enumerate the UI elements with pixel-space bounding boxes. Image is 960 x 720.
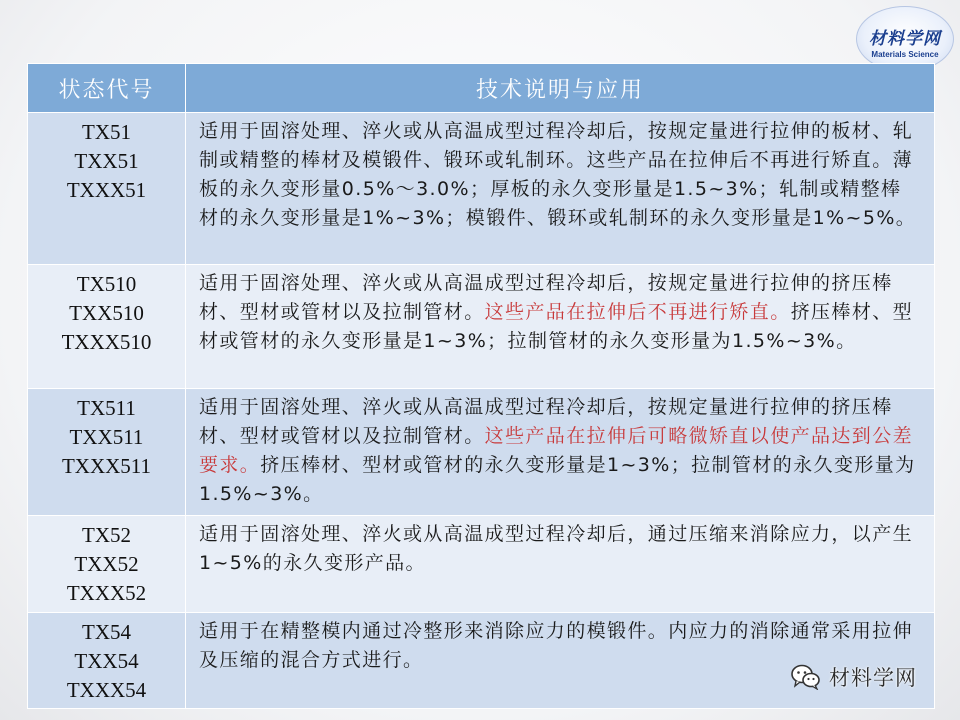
description-text: 适用于固溶处理、淬火或从高温成型过程冷却后，按规定量进行拉伸的挤压棒材、型材或管材以及拉制管材。 [199,272,893,323]
code-line: TXXX52 [66,581,147,605]
description-cell [186,389,935,516]
description-cell [186,113,935,265]
code-line: TX51 [82,120,131,144]
description-text: 适用于固溶处理、淬火或从高温成型过程冷却后，按规定量进行拉伸的挤压棒材、型材或管材以及拉制管材。 [199,396,893,447]
code-line: TXX511 [69,425,144,449]
code-line: TXX52 [74,552,139,576]
description-cell [186,516,935,613]
code-line: TX511 [77,396,136,420]
code-cell [28,113,186,265]
description-text: 适用于固溶处理、淬火或从高温成型过程冷却后，按规定量进行拉伸的板材、轧制或精整的棒材及模锻件、锻环或轧制环。这些产品在拉伸后不再进行矫直。薄板的永久变形量0.5%～3.0%；厚板的永久变形量是1.5~3%；轧制或精整棒材的永久变形量是1%~3%；模锻件、锻环或轧制环的永久变形量是1%~5%。 [199,120,917,229]
code-line: TXX510 [69,301,144,325]
code-line: TXX54 [74,649,139,673]
table-row [28,113,935,265]
logo-chinese-text: 材料学网 [869,29,941,49]
logo-english-text: Materials Science [871,50,939,59]
code-cell [28,516,186,613]
description-text: 挤压棒材、型材或管材的永久变形量是1~3%；拉制管材的永久变形量为1.5%~3%。 [199,454,916,505]
table-header-row [28,64,935,113]
code-cell [28,265,186,389]
code-line: TXXX510 [61,330,152,354]
description-text: 适用于在精整模内通过冷整形来消除应力的模锻件。内应力的消除通常采用拉伸及压缩的混合方式进行。 [199,620,914,671]
header-description: 技术说明与应用 [186,64,935,113]
wechat-icon [791,664,821,690]
table-row [28,265,935,389]
code-line: TXX51 [74,149,139,173]
code-line: TX54 [82,620,131,644]
code-line: TX510 [76,272,137,296]
code-cell [28,389,186,516]
code-line: TXXX54 [66,678,147,702]
temper-designation-table [27,63,935,709]
watermark [791,660,917,694]
code-line: TXXX511 [61,454,152,478]
code-cell [28,613,186,709]
highlighted-text: 这些产品在拉伸后不再进行矫直。 [484,301,791,323]
description-text: 适用于固溶处理、淬火或从高温成型过程冷却后，通过压缩来消除应力，以产生1~5%的永久变形产品。 [199,523,914,574]
highlighted-text: 这些产品在拉伸后可略微矫直以使产品达到公差要求。 [199,425,914,476]
table-row [28,389,935,516]
description-cell [186,265,935,389]
header-code: 状态代号 [28,64,186,113]
code-line: TXXX51 [66,178,147,202]
table-row [28,516,935,613]
description-text: 挤压棒材、型材或管材的永久变形量是1~3%；拉制管材的永久变形量为1.5%~3%。 [199,301,914,352]
watermark-text: 材料学网 [829,666,917,690]
code-line: TX52 [82,523,131,547]
